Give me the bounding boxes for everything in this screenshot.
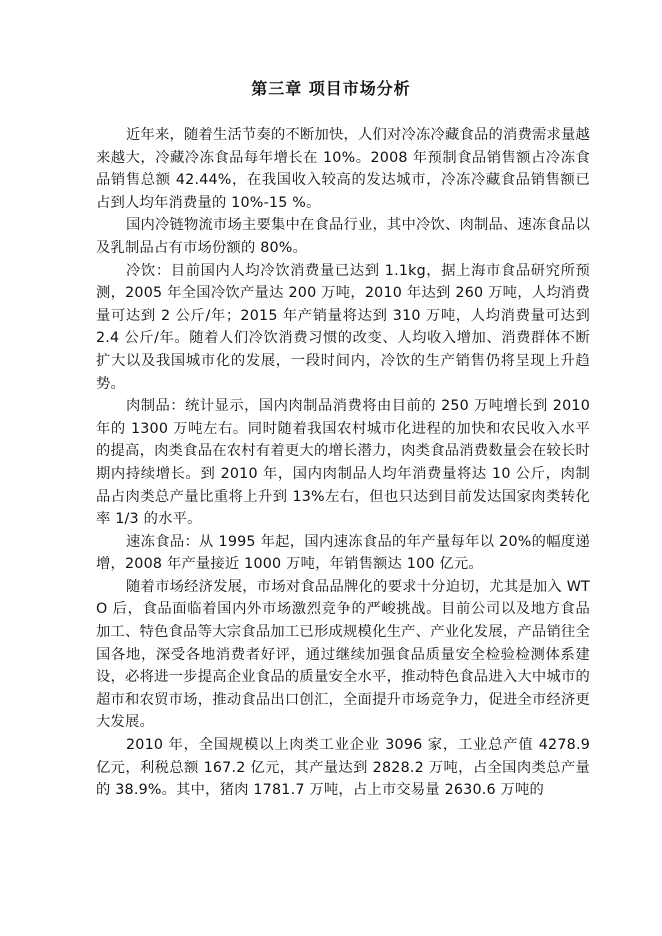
- paragraph-frozen-food: 速冻食品：从 1995 年起，国内速冻食品的年产量每年以 20%的幅度递增，2008 年产量接近 1000 万吨，年销售额达 100 亿元。: [96, 533, 590, 573]
- paragraph-cold-drinks: 冷饮：目前国内人均冷饮消费量已达到 1.1kg，据上海市食品研究所预测，2005 年全国冷饮产量达 200 万吨，2010 年达到 260 万吨，人均消费量可达到 2 公斤/年；2015 年产销量将达到 310 万吨，人均消费量可达到 2.4 公斤/年。随着人们冷饮消费习惯的改变、人均收入增加、消费群体不断扩大以及我国城市化的发展，一段时间内，冷饮的生产销售仍将呈现上升趋势。: [96, 262, 590, 392]
- document-body: [96, 124, 590, 802]
- paragraph-meat-products: 肉制品：统计显示，国内肉制品消费将由目前的 250 万吨增长到 2010 年的 1300 万吨左右。同时随着我国农村城市化进程的加快和农民收入水平的提高，肉类食品在农村有着更大的增长潜力，肉类食品消费数量会在较长时期内持续增长。到 2010 年，国内肉制品人均年消费量将达 10 公斤，肉制品占肉类总产量比重将上升到 13%左右，但也只达到目前发达国家肉类转化率 1/3 的水平。: [96, 398, 590, 528]
- paragraph-meat-industry-2010: 2010 年，全国规模以上肉类工业企业 3096 家，工业总产值 4278.9 亿元，利税总额 167.2 亿元，其产量达到 2828.2 万吨，占全国肉类总产量的 38.9%。其中，猪肉 1781.7 万吨，占上市交易量 2630.6 万吨的: [96, 737, 590, 799]
- paragraph-cold-chain: 国内冷链物流市场主要集中在食品行业，其中冷饮、肉制品、速冻食品以及乳制品占有市场份额的 80%。: [96, 217, 590, 256]
- paragraph-market-development: 随着市场经济发展，市场对食品品牌化的要求十分迫切，尤其是加入 WTO 后，食品面临着国内外市场激烈竞争的严峻挑战。目前公司以及地方食品加工、特色食品等大宗食品加工已形成规模化生产、产业化发展，产品销往全国各地，深受各地消费者好评，通过继续加强食品质量安全检验检测体系建设，必将进一步提高企业食品的质量安全水平，推动特色食品进入大中城市的超市和农贸市场，推动食品出口创汇，全面提升市场竞争力，促进全市经济更大发展。: [96, 578, 590, 731]
- page-title: 第三章 项目市场分析: [251, 79, 411, 98]
- paragraph-intro: 近年来，随着生活节奏的不断加快，人们对冷冻冷藏食品的消费需求量越来越大，冷藏冷冻食品每年增长在 10%。2008 年预制食品销售额占冷冻食品销售总额 42.44%，在我国收入较高的发达城市，冷冻冷藏食品销售额已占到人均年消费量的 10%-15 %。: [96, 127, 590, 211]
